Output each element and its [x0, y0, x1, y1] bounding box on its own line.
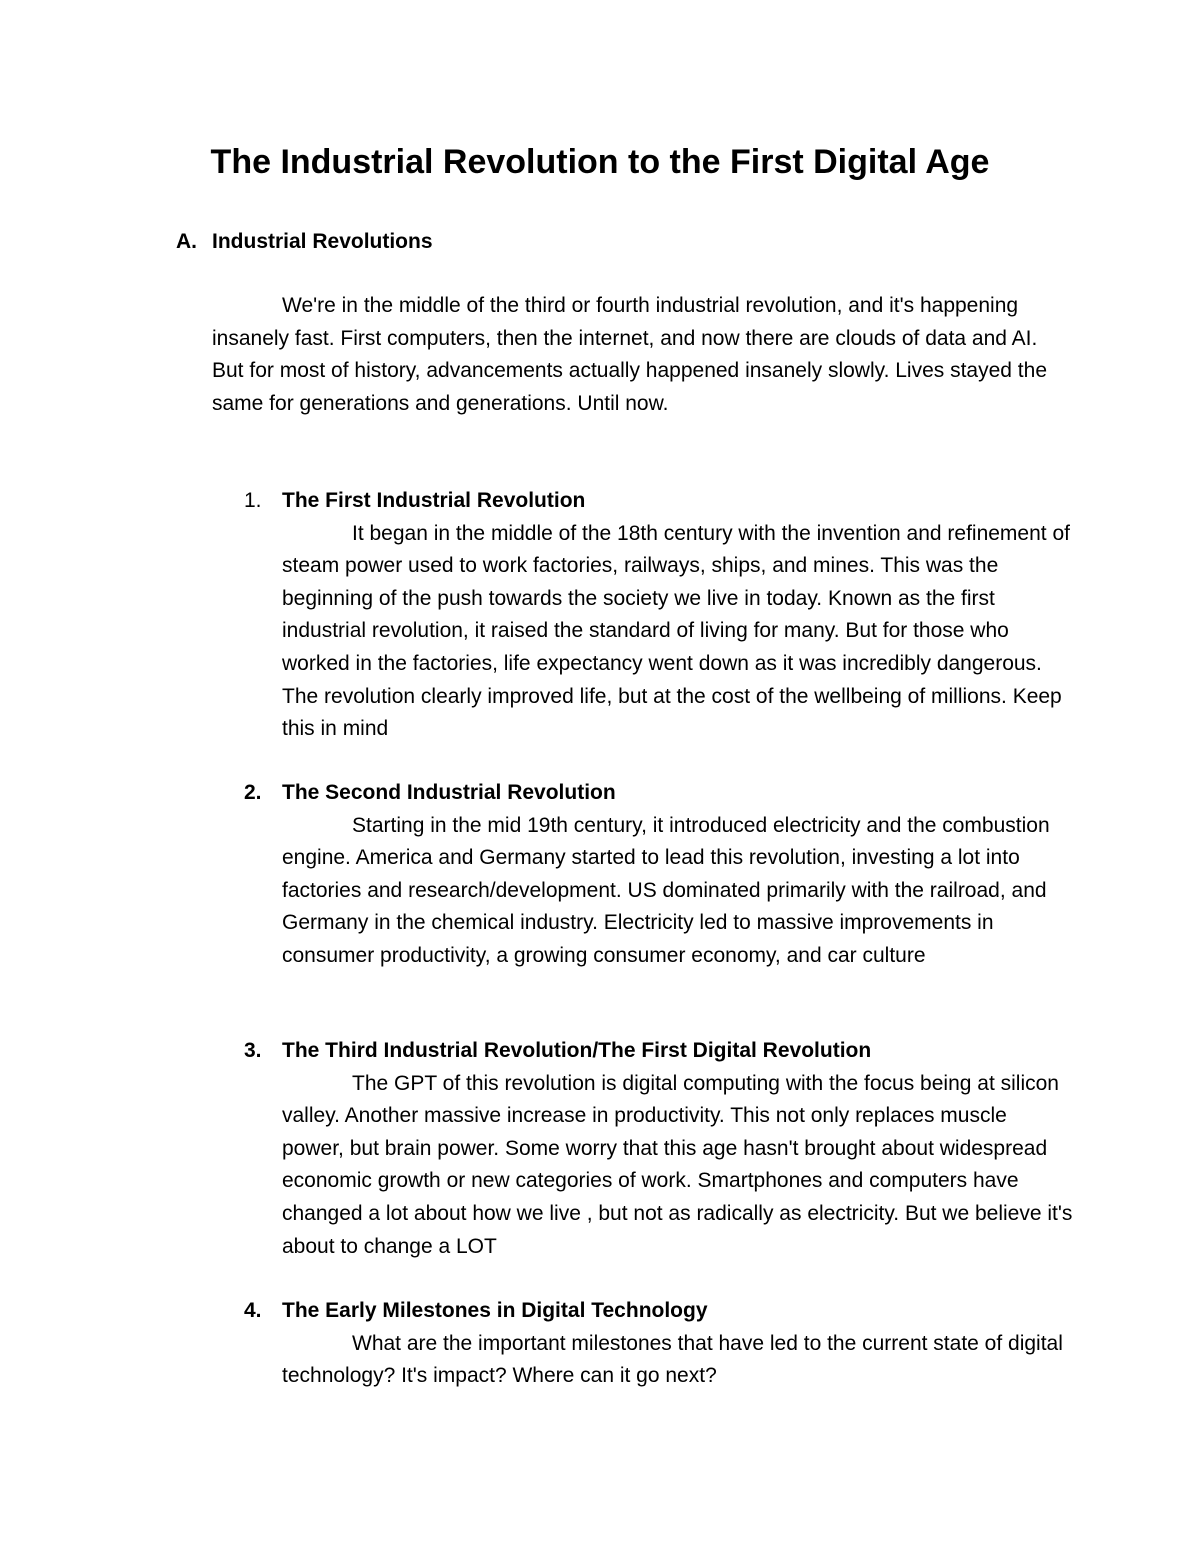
list-item-heading: [244, 1295, 1074, 1328]
list-item-heading-text: The Third Industrial Revolution/The First Digital Revolution: [282, 1039, 872, 1062]
section-marker: A.: [176, 230, 197, 253]
list-item-number: 1.: [244, 489, 262, 512]
list-item-heading: [244, 485, 1074, 518]
section-intro-paragraph: We're in the middle of the third or fourth industrial revolution, and it's happening insanely fast. First computers, then the internet, and now there are clouds of data and AI. But for most of history, advancements actually happened insanely slowly. Lives stayed the same for generations and generations. Until now.: [212, 294, 1047, 415]
list-item: [244, 1295, 1074, 1393]
list-item-body: The GPT of this revolution is digital computing with the focus being at silicon valley. Another massive increase in productivity. This not only replaces muscle power, but brain power. Some worry that this age hasn't brought about widespread economic growth or new categories of work. Smartphones and computers have changed a lot about how we live , but not as radically as electricity. But we believe it's about to change a LOT: [282, 1071, 1073, 1258]
document-title: The Industrial Revolution to the First Digital Age: [210, 143, 990, 181]
list-item-heading-text: The First Industrial Revolution: [282, 489, 586, 512]
list-item-body: What are the important milestones that have led to the current state of digital technology? It's impact? Where can it go next?: [282, 1331, 1063, 1388]
section-heading-text: Industrial Revolutions: [212, 230, 433, 253]
list-item-number: 3.: [244, 1039, 262, 1062]
list-item-body: It began in the middle of the 18th century with the invention and refinement of steam power used to work factories, railways, ships, and mines. This was the beginning of the push towards the society we live in today. Known as the first industrial revolution, it raised the standard of living for many. But for those who worked in the factories, life expectancy went down as it was incredibly dangerous. The revolution clearly improved life, but at the cost of the wellbeing of millions. Keep this in mind: [282, 521, 1070, 741]
list-item-heading: [244, 1035, 1074, 1068]
list-item-number: 4.: [244, 1299, 262, 1322]
list-item-heading-text: The Early Milestones in Digital Technology: [282, 1299, 708, 1322]
section-heading: [176, 227, 433, 257]
list-item: [244, 1035, 1074, 1263]
list-item-body: Starting in the mid 19th century, it introduced electricity and the combustion engine. America and Germany started to lead this revolution, investing a lot into factories and research/development. US dominated primarily with the railroad, and Germany in the chemical industry. Electricity led to massive improvements in consumer productivity, a growing consumer economy, and car culture: [282, 813, 1050, 967]
list-item-heading-text: The Second Industrial Revolution: [282, 781, 616, 804]
list-item: [244, 485, 1074, 746]
list-item-number: 2.: [244, 781, 262, 804]
list-item: [244, 777, 1074, 973]
list-item-heading: [244, 777, 1074, 810]
